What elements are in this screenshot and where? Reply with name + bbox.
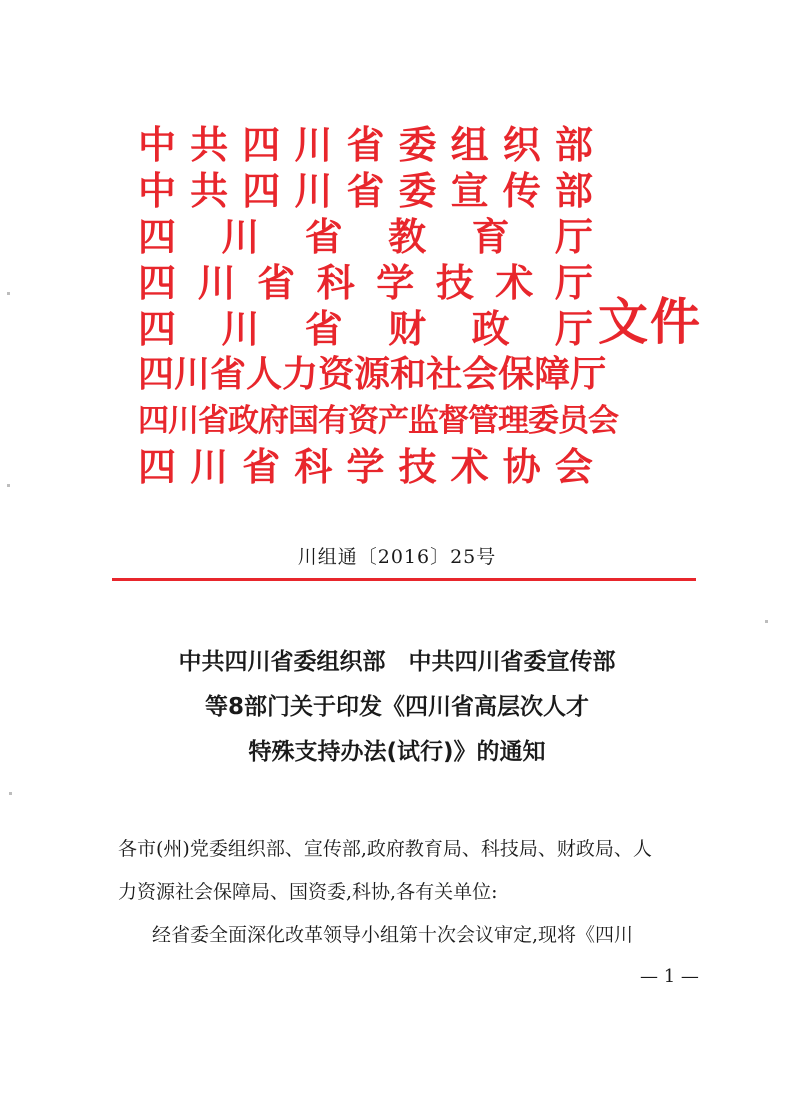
issuer-char: 川 <box>174 354 211 395</box>
issuer-char: 四 <box>138 445 177 489</box>
issuer-char: 资 <box>318 354 355 395</box>
issuer-char: 四 <box>138 307 177 351</box>
issuer-char: 组 <box>450 123 489 167</box>
issuer-char: 委 <box>398 123 437 167</box>
title-line-1: 中共四川省委组织部 中共四川省委宣传部 <box>178 649 616 675</box>
document-type-label: 文件 <box>598 293 702 351</box>
issuer-char: 四 <box>242 169 281 213</box>
issuer-char: 人 <box>246 354 283 395</box>
issuer-char: 社 <box>426 354 463 395</box>
issuer-char: 川 <box>197 261 236 305</box>
body-line-2: 力资源社会保障局、国资委,科协,各有关单位: <box>118 881 498 903</box>
red-divider-line <box>112 578 696 581</box>
issuer-char: 省 <box>242 445 281 489</box>
issuer-char: 资 <box>348 403 378 439</box>
issuer-char: 教 <box>388 215 427 259</box>
issuer-char: 省 <box>304 307 343 351</box>
issuer-char: 共 <box>190 169 229 213</box>
issuer-char: 宣 <box>450 169 489 213</box>
body-line-3: 经省委全面深化改革领导小组第十次会议审定,现将《四川 <box>152 924 634 946</box>
issuer-char: 理 <box>498 403 528 439</box>
issuer-char: 监 <box>408 403 438 439</box>
issuer-char: 技 <box>398 445 437 489</box>
issuer-char: 产 <box>378 403 408 439</box>
issuer-char: 织 <box>502 123 541 167</box>
issuer-char: 厅 <box>554 215 593 259</box>
document-title <box>0 640 794 775</box>
issuer-line <box>138 122 593 168</box>
scan-speck <box>9 792 12 795</box>
issuer-char: 协 <box>502 445 541 489</box>
issuer-char: 障 <box>534 354 571 395</box>
issuer-char: 部 <box>554 123 593 167</box>
issuer-char: 四 <box>138 403 168 439</box>
title-line-2: 等8部门关于印发《四川省高层次人才 <box>204 694 589 720</box>
issuer-char: 川 <box>168 403 198 439</box>
issuer-char: 力 <box>282 354 319 395</box>
issuer-char: 省 <box>198 403 228 439</box>
issuer-line <box>138 352 607 398</box>
issuer-char: 会 <box>462 354 499 395</box>
issuer-char: 川 <box>221 215 260 259</box>
scan-speck <box>765 620 768 623</box>
issuer-char: 省 <box>257 261 296 305</box>
issuer-char: 厅 <box>554 307 593 351</box>
issuer-line <box>138 168 593 214</box>
issuer-char: 中 <box>138 123 177 167</box>
issuer-char: 源 <box>354 354 391 395</box>
issuer-char: 有 <box>318 403 348 439</box>
issuer-line <box>138 214 593 260</box>
issuer-char: 川 <box>294 169 333 213</box>
document-body <box>118 828 688 957</box>
issuer-char: 保 <box>498 354 535 395</box>
issuer-char: 育 <box>471 215 510 259</box>
issuer-char: 委 <box>528 403 558 439</box>
issuer-char: 四 <box>242 123 281 167</box>
issuer-char: 管 <box>468 403 498 439</box>
issuer-char: 会 <box>588 403 618 439</box>
issuer-char: 会 <box>554 445 593 489</box>
issuer-line <box>138 444 593 490</box>
issuer-char: 川 <box>221 307 260 351</box>
body-line-1: 各市(州)党委组织部、宣传部,政府教育局、科技局、财政局、人 <box>118 838 652 860</box>
issuer-char: 技 <box>435 261 474 305</box>
issuer-char: 政 <box>471 307 510 351</box>
issuer-char: 四 <box>138 215 177 259</box>
issuer-char: 川 <box>190 445 229 489</box>
issuer-char: 科 <box>294 445 333 489</box>
issuer-char: 术 <box>495 261 534 305</box>
issuer-char: 厅 <box>554 261 593 305</box>
issuer-char: 督 <box>438 403 468 439</box>
issuer-char: 传 <box>502 169 541 213</box>
issuer-char: 部 <box>554 169 593 213</box>
issuer-char: 学 <box>346 445 385 489</box>
issuer-char: 川 <box>294 123 333 167</box>
issuer-line <box>138 306 593 352</box>
scan-speck <box>7 484 10 487</box>
issuer-char: 省 <box>304 215 343 259</box>
page-number: — 1 — <box>640 966 699 987</box>
issuer-char: 员 <box>558 403 588 439</box>
issuer-char: 科 <box>316 261 355 305</box>
issuer-char: 厅 <box>570 354 607 395</box>
issuer-char: 和 <box>390 354 427 395</box>
issuer-char: 省 <box>210 354 247 395</box>
issuer-line <box>138 260 593 306</box>
issuer-char: 省 <box>346 169 385 213</box>
document-number: 川组通〔2016〕25号 <box>297 546 497 568</box>
scan-speck <box>7 292 10 295</box>
issuer-char: 政 <box>228 403 258 439</box>
issuer-char: 财 <box>388 307 427 351</box>
issuer-char: 术 <box>450 445 489 489</box>
issuer-char: 中 <box>138 169 177 213</box>
issuer-list <box>138 122 618 490</box>
issuer-line <box>138 398 618 444</box>
issuer-char: 共 <box>190 123 229 167</box>
issuer-char: 国 <box>288 403 318 439</box>
issuer-char: 省 <box>346 123 385 167</box>
issuer-char: 四 <box>138 261 177 305</box>
title-line-3: 特殊支持办法(试行)》的通知 <box>248 739 546 765</box>
issuer-char: 学 <box>376 261 415 305</box>
issuer-char: 府 <box>258 403 288 439</box>
issuer-char: 四 <box>138 354 175 395</box>
issuer-char: 委 <box>398 169 437 213</box>
